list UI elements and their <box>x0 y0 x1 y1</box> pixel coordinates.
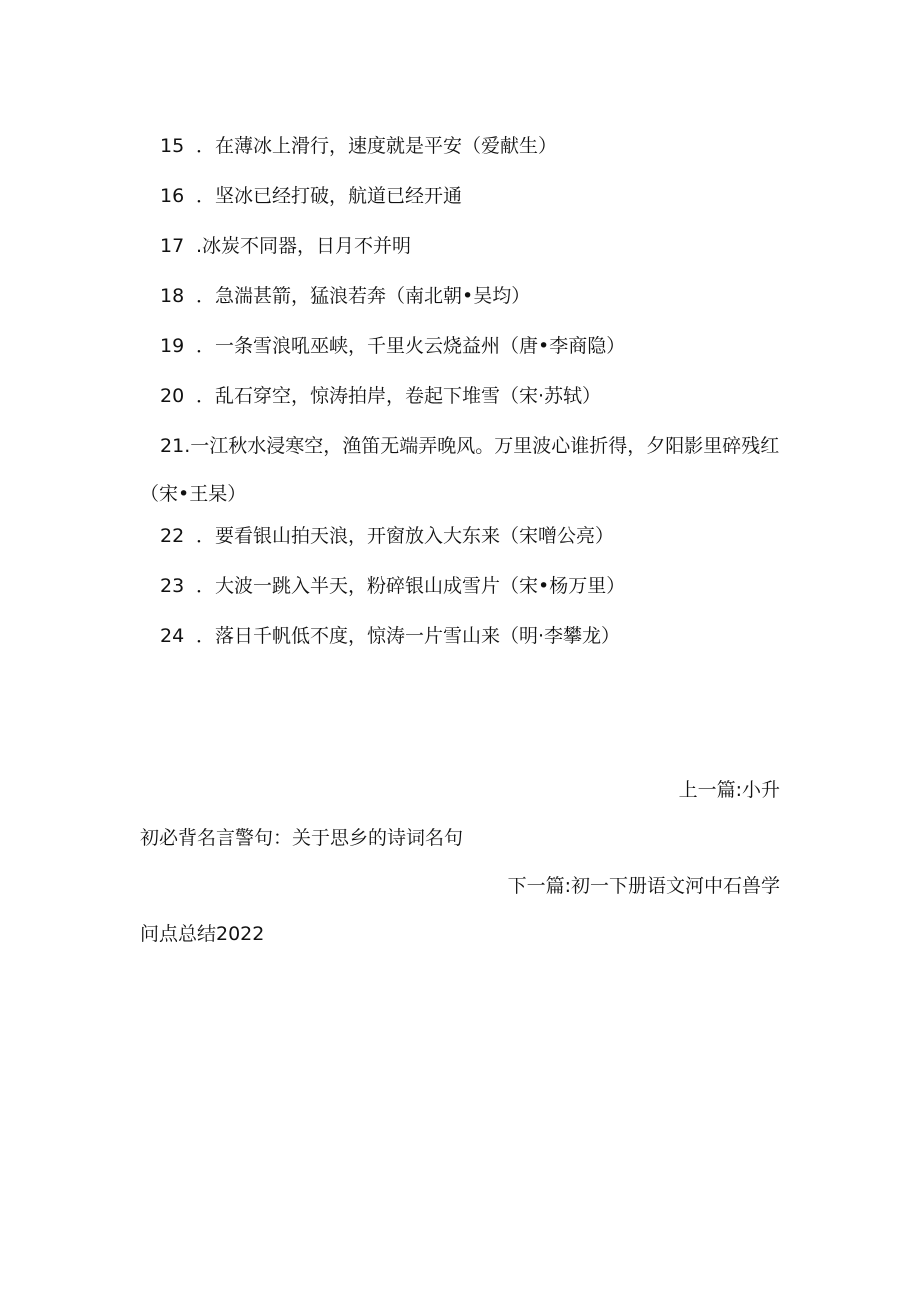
item-number: 19 <box>160 335 185 357</box>
list-item <box>140 570 780 602</box>
item-text: ．要看银山拍天浪，开窗放入大东来（宋噌公亮） <box>196 525 615 547</box>
quote-list <box>140 130 780 670</box>
item-number: 24 <box>160 625 185 647</box>
item-number: 21 <box>160 435 185 457</box>
item-text: .冰炭不同器，日月不并明 <box>196 235 412 257</box>
next-article-title[interactable]: 问点总结2022 <box>140 923 265 945</box>
list-item <box>140 380 780 412</box>
item-text: ．在薄冰上滑行，速度就是平安（爱献生） <box>196 135 558 157</box>
item-number: 22 <box>160 525 185 547</box>
list-item <box>140 422 780 518</box>
item-text: ．一条雪浪吼巫峡，千里火云烧益州（唐•李商隐） <box>196 335 626 357</box>
item-text: ．乱石穿空，惊涛拍岸，卷起下堆雪（宋·苏轼） <box>196 385 602 407</box>
item-text: ．坚冰已经打破，航道已经开通 <box>196 185 463 207</box>
item-text: ．落日千帆低不度，惊涛一片雪山来（明·李攀龙） <box>196 625 621 647</box>
list-item <box>140 330 780 362</box>
list-item <box>140 520 780 552</box>
item-number: 15 <box>160 135 185 157</box>
prev-article-link[interactable]: 上一篇:小升 <box>678 779 780 801</box>
prev-article-title[interactable]: 初必背名言警句：关于思乡的诗词名句 <box>140 827 464 849</box>
list-item <box>140 130 780 162</box>
item-number: 18 <box>160 285 185 307</box>
article-navigation <box>140 770 780 954</box>
list-item <box>140 180 780 212</box>
item-text: ．大波一跳入半天，粉碎银山成雪片（宋•杨万里） <box>196 575 626 597</box>
item-number: 16 <box>160 185 185 207</box>
item-number: 23 <box>160 575 185 597</box>
item-text: .一江秋水浸寒空，渔笛无端弄晚风。万里波心谁折得，夕阳影里碎残红（宋•王杲） <box>140 435 780 505</box>
next-article-link[interactable]: 下一篇:初一下册语文河中石兽学 <box>507 875 780 897</box>
item-text: ．急湍甚箭，猛浪若奔（南北朝•吴均） <box>196 285 531 307</box>
item-number: 20 <box>160 385 185 407</box>
list-item <box>140 620 780 652</box>
list-item <box>140 230 780 262</box>
item-number: 17 <box>160 235 185 257</box>
list-item <box>140 280 780 312</box>
